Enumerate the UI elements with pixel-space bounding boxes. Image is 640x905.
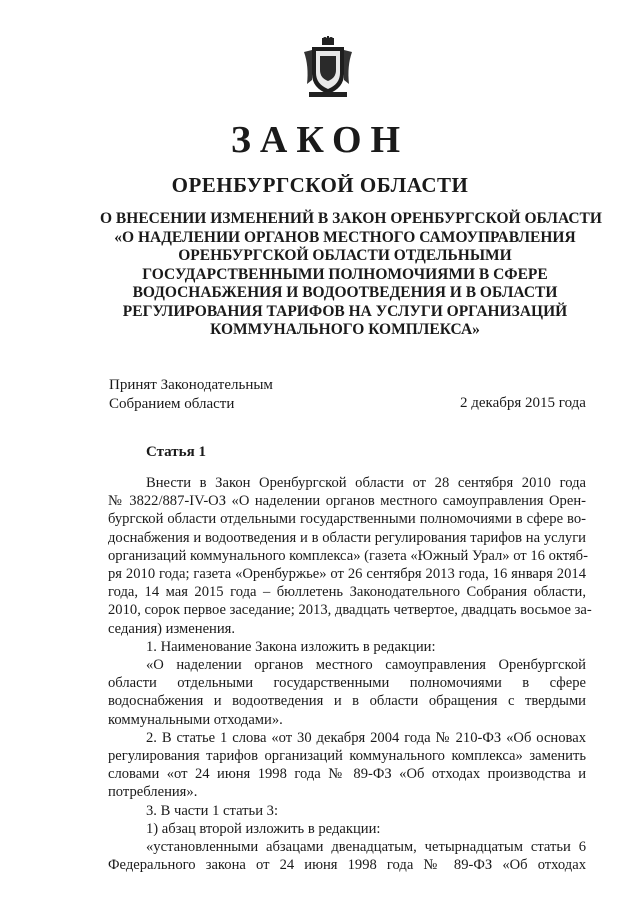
body-line: 1) абзац второй изложить в редакции: bbox=[146, 820, 381, 837]
body-line: 2. В статье 1 слова «от 30 декабря 2004 года № 210-ФЗ «Об основах bbox=[146, 729, 586, 746]
body-line: седания) изменения. bbox=[108, 620, 236, 637]
adoption-note bbox=[109, 376, 273, 414]
coat-of-arms-icon bbox=[301, 36, 355, 98]
adoption-date: 2 декабря 2015 года bbox=[460, 395, 586, 411]
law-name-line: «О НАДЕЛЕНИИ ОРГАНОВ МЕСТНОГО САМОУПРАВЛЕНИЯ bbox=[114, 228, 576, 246]
adoption-line: Собранием области bbox=[109, 396, 235, 412]
law-name-line: КОММУНАЛЬНОГО КОМПЛЕКСА» bbox=[210, 321, 480, 338]
body-line: коммунальными отходами». bbox=[108, 711, 283, 728]
body-line: регулирования тарифов организаций коммунального комплекса» заменить bbox=[108, 748, 586, 765]
body-line: «О наделении органов местного самоуправления Оренбургской bbox=[146, 657, 586, 674]
body-line: Федерального закона от 24 июня 1998 года № 89-ФЗ «Об отходах bbox=[108, 857, 586, 874]
article-heading: Статья 1 bbox=[146, 444, 206, 460]
document-title: ЗАКОН bbox=[230, 119, 410, 161]
body-line: доснабжения и водоотведения и в области регулирования тарифов на услуги bbox=[108, 529, 586, 546]
body-line: № 3822/887-IV-ОЗ «О наделении органов местного самоуправления Орен- bbox=[108, 493, 586, 510]
law-name-line: ВОДОСНАБЖЕНИЯ И ВОДООТВЕДЕНИЯ И В ОБЛАСТИ bbox=[132, 284, 558, 301]
article-body bbox=[108, 474, 592, 874]
adoption-line: Принят Законодательным bbox=[109, 377, 273, 393]
law-name-line: ГОСУДАРСТВЕННЫМИ ПОЛНОМОЧИЯМИ В СФЕРЕ bbox=[142, 265, 548, 283]
body-line: области отдельными государственными полномочиями в сфере bbox=[108, 675, 586, 692]
body-line: словами «от 24 июня 1998 года № 89-ФЗ «Об отходах производства и bbox=[108, 766, 586, 783]
law-name-line: РЕГУЛИРОВАНИЯ ТАРИФОВ НА УСЛУГИ ОРГАНИЗАЦИЙ bbox=[122, 302, 568, 320]
body-line: 2010, сорок первое заседание; 2013, двадцать четвертое, двадцать восьмое за- bbox=[108, 602, 592, 619]
law-name-line: ОРЕНБУРГСКОЙ ОБЛАСТИ ОТДЕЛЬНЫМИ bbox=[178, 247, 512, 264]
body-line: года, 14 мая 2015 года – бюллетень Законодательного Собрания области, bbox=[108, 584, 586, 601]
body-line: Внести в Закон Оренбургской области от 28 сентября 2010 года bbox=[146, 475, 586, 491]
body-line: потребления». bbox=[108, 784, 198, 801]
body-line: ря 2010 года; газета «Оренбуржье» от 26 сентября 2013 года, 16 января 2014 bbox=[108, 566, 586, 583]
document-region: ОРЕНБУРГСКОЙ ОБЛАСТИ bbox=[171, 173, 469, 197]
body-line: организаций коммунального комплекса» (газета «Южный Урал» от 16 октяб- bbox=[108, 547, 588, 564]
law-name bbox=[100, 210, 602, 340]
body-line: бургской области отдельными государственными полномочиями в сфере во- bbox=[108, 511, 586, 528]
body-line: 3. В части 1 статьи 3: bbox=[146, 802, 279, 819]
body-line: 1. Наименование Закона изложить в редакции: bbox=[146, 638, 436, 655]
body-line: водоснабжения и водоотведения и в области обращения с твердыми bbox=[108, 693, 586, 710]
body-line: «установленными абзацами двенадцатым, четырнадцатым статьи 6 bbox=[146, 839, 586, 856]
law-name-line: О ВНЕСЕНИИ ИЗМЕНЕНИЙ В ЗАКОН ОРЕНБУРГСКОЙ ОБЛАСТИ bbox=[100, 210, 602, 227]
